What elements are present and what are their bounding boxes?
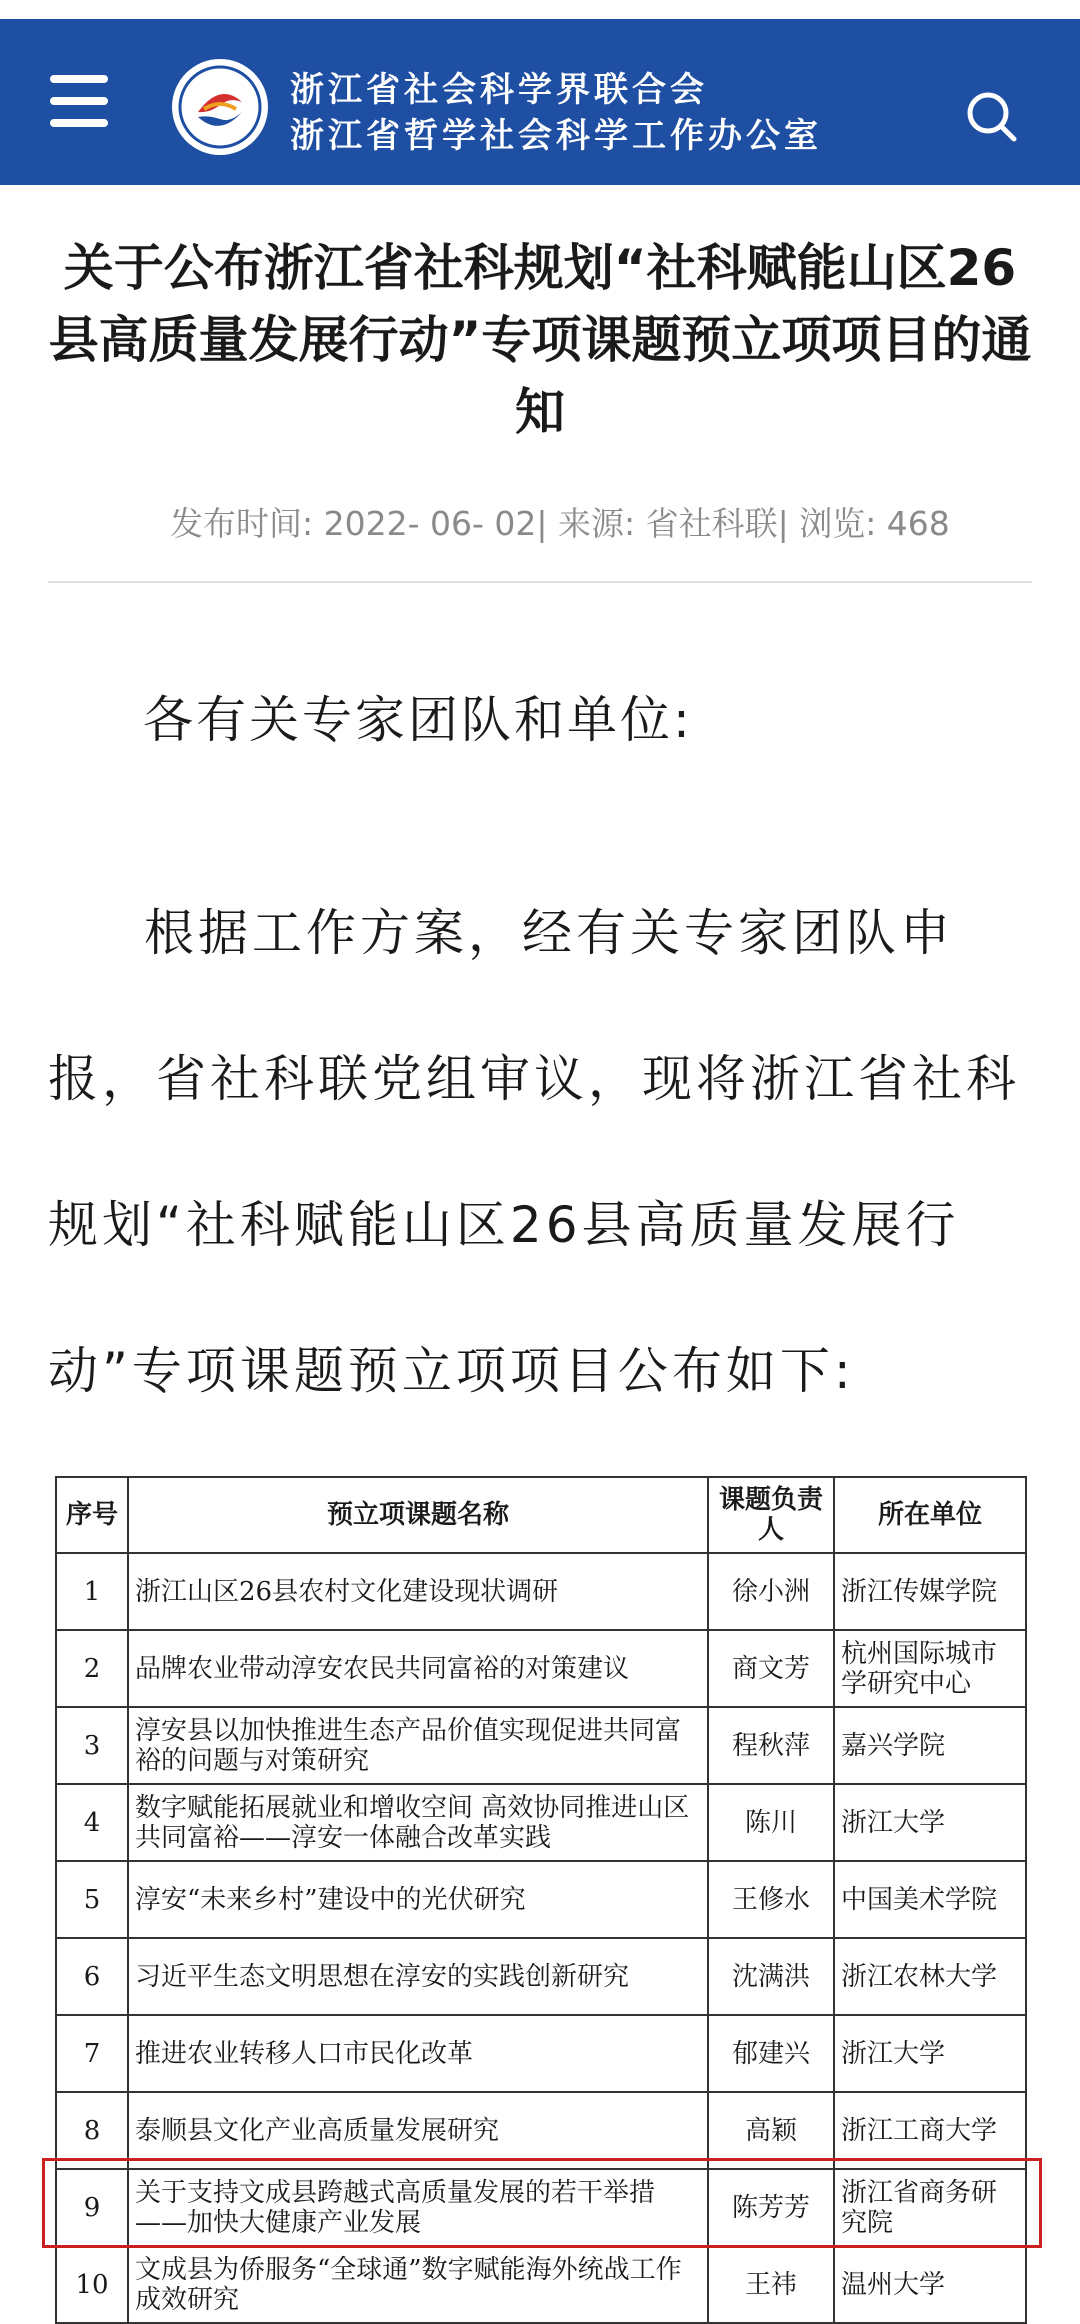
col-header-name: 预立项课题名称 (128, 1477, 708, 1553)
cell-lead: 王修水 (708, 1861, 834, 1938)
brand-text[interactable] (290, 67, 822, 159)
cell-no: 7 (56, 2015, 128, 2092)
cell-lead: 高颖 (708, 2092, 834, 2169)
cell-no: 2 (56, 1630, 128, 1707)
table-row (56, 1707, 1026, 1784)
cell-name: 习近平生态文明思想在淳安的实践创新研究 (128, 1938, 708, 2015)
cell-unit: 浙江省商务研究院 (834, 2169, 1026, 2246)
table-row (56, 1861, 1026, 1938)
top-bar (0, 19, 1080, 185)
cell-lead: 程秋萍 (708, 1707, 834, 1784)
cell-unit: 浙江传媒学院 (834, 1553, 1026, 1630)
divider (48, 581, 1032, 583)
cell-no: 6 (56, 1938, 128, 2015)
search-icon[interactable] (964, 89, 1020, 145)
col-header-no: 序号 (56, 1477, 128, 1553)
cell-no: 9 (56, 2169, 128, 2246)
org-logo-icon[interactable] (170, 57, 270, 157)
cell-unit: 浙江大学 (834, 2015, 1026, 2092)
cell-unit: 浙江工商大学 (834, 2092, 1026, 2169)
col-header-unit: 所在单位 (834, 1477, 1026, 1553)
body-paragraph: 根据工作方案，经有关专家团队申报，省社科联党组审议，现将浙江省社科规划“社科赋能山区26县高质量发展行动”专项课题预立项项目公布如下: (48, 904, 1020, 1400)
cell-name: 推进农业转移人口市民化改革 (128, 2015, 708, 2092)
projects-table (55, 1476, 1027, 2324)
article-meta: 发布时间: 2022- 06- 02| 来源: 省社科联| 浏览: 468 (170, 504, 950, 543)
table-header-row (56, 1477, 1026, 1553)
cell-lead: 陈芳芳 (708, 2169, 834, 2246)
table-row (56, 1784, 1026, 1861)
cell-unit: 中国美术学院 (834, 1861, 1026, 1938)
cell-no: 4 (56, 1784, 128, 1861)
cell-name: 浙江山区26县农村文化建设现状调研 (128, 1553, 708, 1630)
article-title: 关于公布浙江省社科规划“社科赋能山区26县高质量发展行动”专项课题预立项项目的通知 (48, 239, 1032, 441)
cell-name: 品牌农业带动淳安农民共同富裕的对策建议 (128, 1630, 708, 1707)
cell-lead: 王祎 (708, 2246, 834, 2323)
office-name: 浙江省哲学社会科学工作办公室 (290, 116, 822, 156)
org-name: 浙江省社会科学界联合会 (290, 70, 708, 110)
table-row (56, 2015, 1026, 2092)
table-row (56, 1553, 1026, 1630)
cell-name: 泰顺县文化产业高质量发展研究 (128, 2092, 708, 2169)
cell-unit: 嘉兴学院 (834, 1707, 1026, 1784)
col-header-lead: 课题负责人 (708, 1477, 834, 1553)
cell-no: 8 (56, 2092, 128, 2169)
table-row (56, 1938, 1026, 2015)
cell-lead: 沈满洪 (708, 1938, 834, 2015)
cell-lead: 郁建兴 (708, 2015, 834, 2092)
cell-name: 淳安“未来乡村”建设中的光伏研究 (128, 1861, 708, 1938)
cell-no: 10 (56, 2246, 128, 2323)
table-row-highlighted (56, 2169, 1026, 2246)
cell-no: 5 (56, 1861, 128, 1938)
cell-name: 关于支持文成县跨越式高质量发展的若干举措——加快大健康产业发展 (128, 2169, 708, 2246)
cell-name: 文成县为侨服务“全球通”数字赋能海外统战工作成效研究 (128, 2246, 708, 2323)
table-row (56, 2092, 1026, 2169)
cell-unit: 温州大学 (834, 2246, 1026, 2323)
table-row (56, 1630, 1026, 1707)
cell-no: 1 (56, 1553, 128, 1630)
table-row (56, 2246, 1026, 2323)
cell-lead: 徐小洲 (708, 1553, 834, 1630)
salutation: 各有关专家团队和单位: (143, 691, 693, 749)
cell-no: 3 (56, 1707, 128, 1784)
menu-icon[interactable] (50, 75, 108, 127)
cell-name: 数字赋能拓展就业和增收空间 高效协同推进山区共同富裕——淳安一体融合改革实践 (128, 1784, 708, 1861)
cell-unit: 浙江农林大学 (834, 1938, 1026, 2015)
cell-unit: 浙江大学 (834, 1784, 1026, 1861)
cell-lead: 商文芳 (708, 1630, 834, 1707)
cell-unit: 杭州国际城市学研究中心 (834, 1630, 1026, 1707)
cell-name: 淳安县以加快推进生态产品价值实现促进共同富裕的问题与对策研究 (128, 1707, 708, 1784)
cell-lead: 陈川 (708, 1784, 834, 1861)
